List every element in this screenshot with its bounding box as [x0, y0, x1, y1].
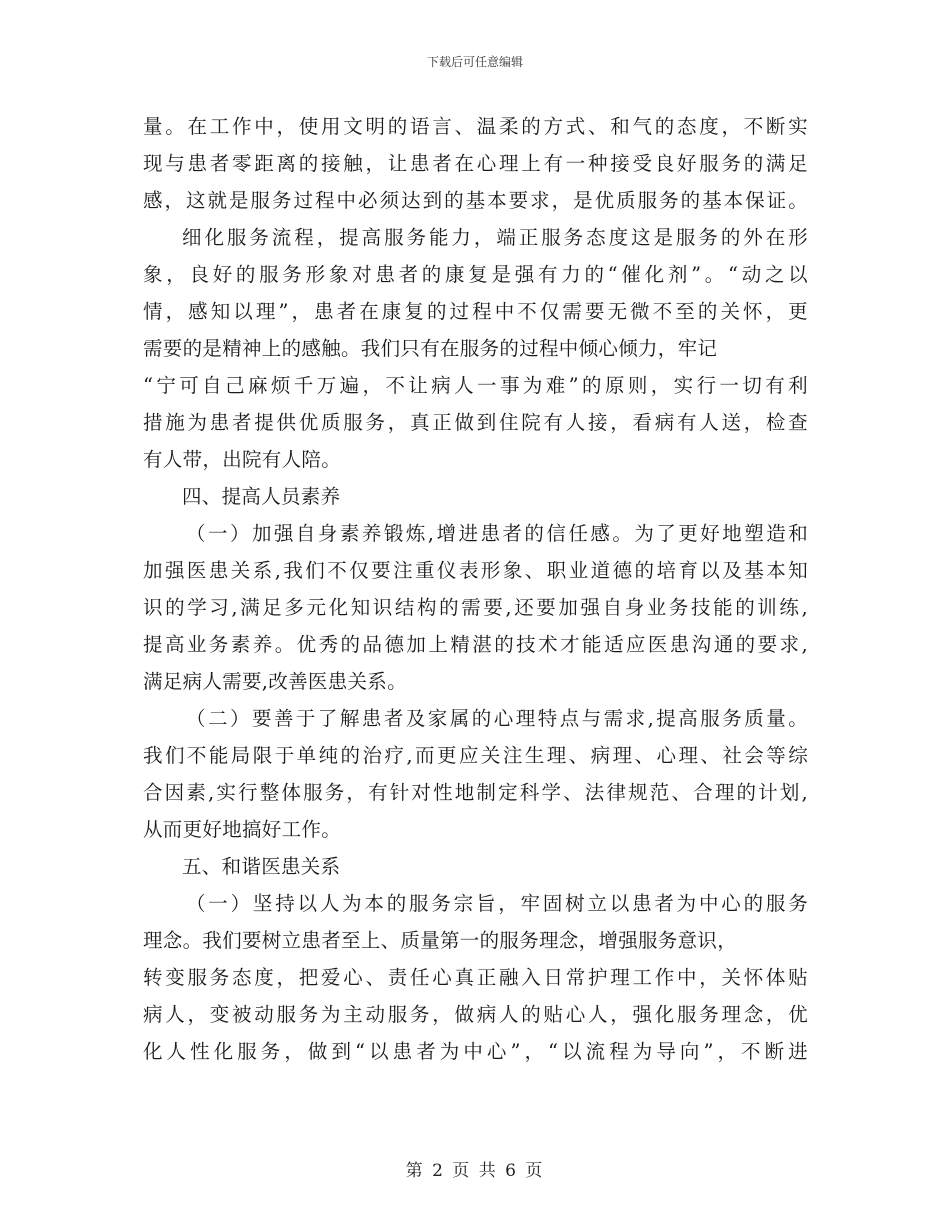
text-line: 措施为患者提供优质服务，真正做到住院有人接，看病有人送，检查 [143, 411, 808, 434]
page-header: 下载后可任意编辑 [426, 55, 523, 69]
text-line: 情，感知以理”，患者在康复的过程中不仅需要无微不至的关怀，更 [143, 300, 808, 323]
text-line: （一）坚持以人为本的服务宗旨，牢固树立以患者为中心的服务 [186, 892, 808, 915]
text-line: 病人，变被动服务为主动服务，做病人的贴心人，强化服务理念，优 [143, 1003, 808, 1026]
text-line: 量。在工作中，使用文明的语言、温柔的方式、和气的态度，不断实 [143, 115, 808, 138]
page-footer: 第 2 页 共 6 页 [405, 1161, 545, 1181]
text-line: （二）要善于了解患者及家属的心理特点与需求,提高服务质量。 [186, 707, 808, 730]
text-line: 合因素,实行整体服务，有针对性地制定科学、法律规范、合理的计划, [143, 781, 808, 804]
text-line: 识的学习,满足多元化知识结构的需要,还要加强自身业务技能的训练, [143, 596, 808, 619]
text-line: （一）加强自身素养锻炼,增进患者的信任感。为了更好地塑造和 [186, 522, 808, 545]
text-line: 化人性化服务，做到“以患者为中心”，“以流程为导向”，不断进 [143, 1040, 808, 1063]
section-heading: 五、和谐医患关系 [182, 855, 341, 878]
text-line: 加强医患关系,我们不仅要注重仪表形象、职业道德的培育以及基本知 [143, 559, 808, 582]
text-line: 满足病人需要,改善医患关系。 [143, 670, 407, 693]
text-line: 细化服务流程，提高服务能力，端正服务态度这是服务的外在形 [182, 226, 808, 249]
text-line: 转变服务态度，把爱心、责任心真正融入日常护理工作中，关怀体贴 [143, 966, 808, 989]
text-line: 象，良好的服务形象对患者的康复是强有力的“催化剂”。“动之以 [143, 263, 808, 286]
text-line: 感，这就是服务过程中必须达到的基本要求，是优质服务的基本保证。 [143, 189, 808, 212]
section-heading: 四、提高人员素养 [182, 485, 341, 508]
text-line: 提高业务素养。优秀的品德加上精湛的技术才能适应医患沟通的要求, [143, 633, 808, 656]
text-line: 我们不能局限于单纯的治疗,而更应关注生理、病理、心理、社会等综 [143, 744, 808, 767]
text-line: 现与患者零距离的接触，让患者在心理上有一种接受良好服务的满足 [143, 152, 808, 175]
text-line: 从而更好地搞好工作。 [143, 818, 342, 841]
text-line: 理念。我们要树立患者至上、质量第一的服务理念，增强服务意识， [143, 929, 738, 952]
text-line: “宁可自己麻烦千万遍，不让病人一事为难”的原则，实行一切有利 [143, 374, 808, 397]
text-line: 有人带，出院有人陪。 [143, 448, 342, 471]
text-line: 需要的是精神上的感触。我们只有在服务的过程中倾心倾力，牢记 [143, 337, 718, 360]
document-body [143, 108, 808, 1070]
